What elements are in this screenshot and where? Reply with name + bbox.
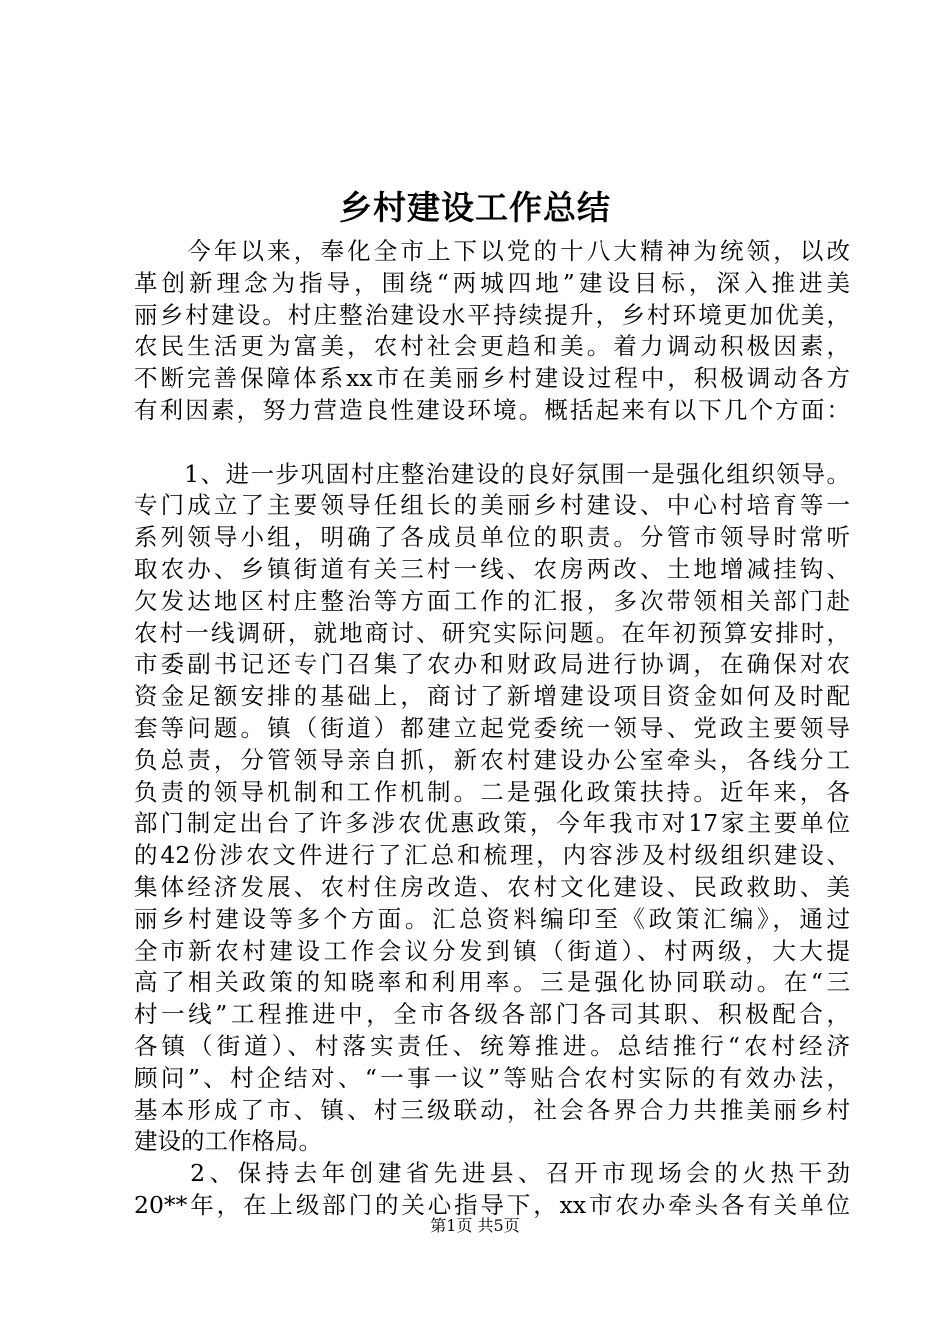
- body-line: 系列领导小组，明确了各成员单位的职责。分管市领导时常听: [134, 523, 850, 552]
- body-line: 欠发达地区村庄整治等方面工作的汇报，多次带领相关部门赴: [134, 586, 850, 615]
- body-line: 顾问”、村企结对、“一事一议”等贴合农村实际的有效办法，: [134, 1063, 850, 1092]
- body-line: 的42份涉农文件进行了汇总和梳理，内容涉及村级组织建设、: [134, 841, 850, 870]
- body-line: [134, 427, 850, 459]
- body-line: 部门制定出台了许多涉农优惠政策，今年我市对17家主要单位: [134, 809, 850, 838]
- body-line: 负总责，分管领导亲自抓，新农村建设办公室牵头，各线分工: [134, 745, 850, 774]
- body-line: 市委副书记还专门召集了农办和财政局进行协调，在确保对农: [134, 650, 850, 679]
- body-line: 今年以来，奉化全市上下以党的十八大精神为统领，以改: [134, 237, 850, 265]
- body-line: 各镇（街道）、村落实责任、统筹推进。总结推行“农村经济: [134, 1031, 850, 1060]
- body-line: 丽乡村建设。村庄整治建设水平持续提升，乡村环境更加优美，: [134, 300, 850, 329]
- body-line: 专门成立了主要领导任组长的美丽乡村建设、中心村培育等一: [134, 491, 850, 520]
- body-line: 村一线”工程推进中，全市各级各部门各司其职、积极配合，: [134, 1000, 850, 1029]
- page-footer: 第1页 共5页: [430, 1216, 520, 1235]
- body-line: 农村一线调研，就地商讨、研究实际问题。在年初预算安排时，: [134, 618, 850, 647]
- document-body: [134, 236, 850, 1222]
- body-line: 集体经济发展、农村住房改造、农村文化建设、民政救助、美: [134, 872, 850, 901]
- body-line: 不断完善保障体系xx市在美丽乡村建设过程中，积极调动各方: [134, 364, 850, 393]
- body-line: 资金足额安排的基础上，商讨了新增建设项目资金如何及时配: [134, 682, 850, 711]
- body-line: 2、保持去年创建省先进县、召开市现场会的火热干劲: [134, 1159, 850, 1188]
- body-line: 取农办、乡镇街道有关三村一线、农房两改、土地增减挂钩、: [134, 554, 850, 583]
- body-line: 建设的工作格局。: [134, 1127, 322, 1156]
- body-line: 革创新理念为指导，围绕“两城四地”建设目标，深入推进美: [134, 268, 850, 297]
- body-line: 基本形成了市、镇、村三级联动，社会各界合力共推美丽乡村: [134, 1095, 850, 1124]
- body-line: 20**年，在上级部门的关心指导下，xx市农办牵头各有关单位: [134, 1190, 850, 1219]
- body-line: 农民生活更为富美，农村社会更趋和美。着力调动积极因素，: [134, 332, 850, 361]
- body-line: 1、进一步巩固村庄整治建设的良好氛围一是强化组织领导。: [134, 459, 850, 488]
- body-line: 有利因素，努力营造良性建设环境。概括起来有以下几个方面：: [134, 395, 850, 424]
- body-line: 全市新农村建设工作会议分发到镇（街道）、村两级，大大提: [134, 936, 850, 965]
- body-line: 高了相关政策的知晓率和利用率。三是强化协同联动。在“三: [134, 968, 850, 997]
- document-title: 乡村建设工作总结: [339, 188, 611, 227]
- body-line: 套等问题。镇（街道）都建立起党委统一领导、党政主要领导: [134, 713, 850, 742]
- body-line: 负责的领导机制和工作机制。二是强化政策扶持。近年来，各: [134, 777, 850, 806]
- body-line: 丽乡村建设等多个方面。汇总资料编印至《政策汇编》，通过: [134, 904, 850, 933]
